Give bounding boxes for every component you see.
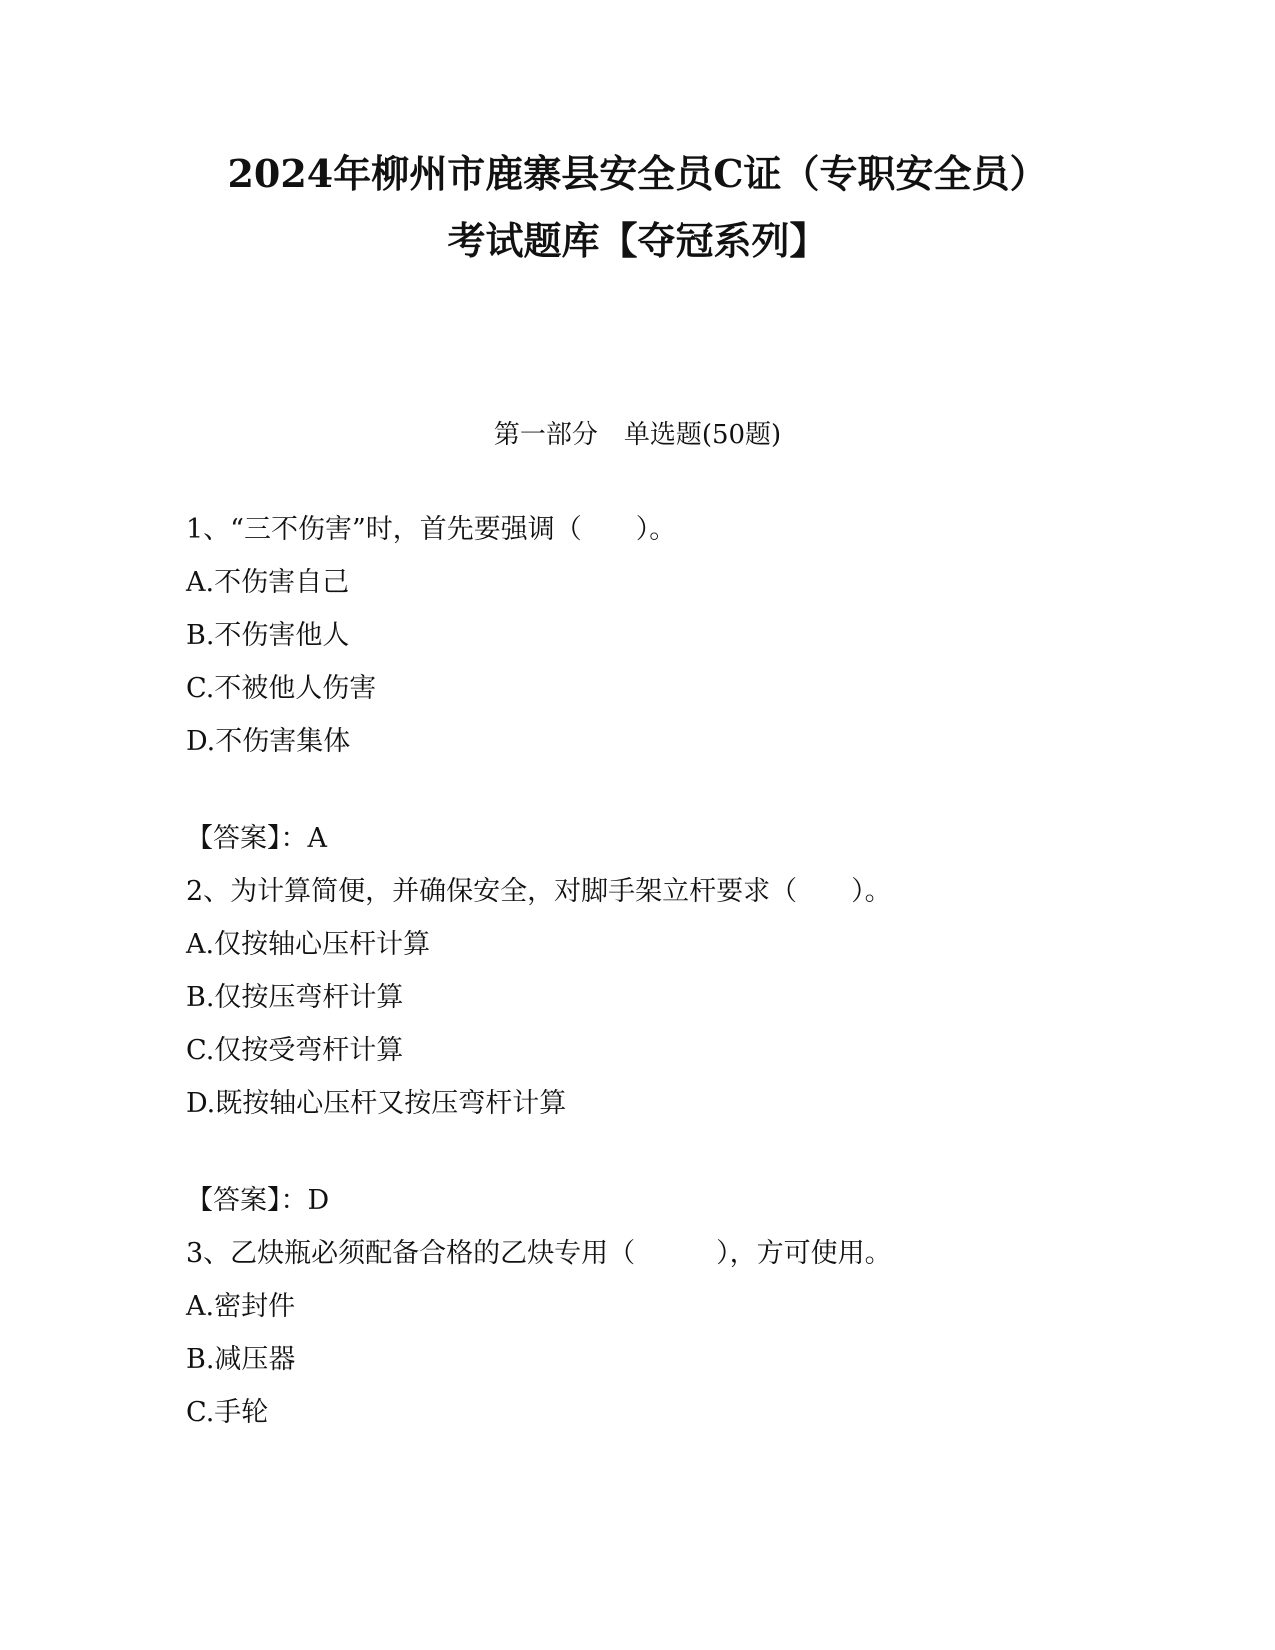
question-2-option-c: C.仅按受弯杆计算 [186, 1035, 404, 1066]
question-2-stem: 2、为计算简便，并确保安全，对脚手架立杆要求（ ）。 [186, 876, 892, 907]
question-3-option-c: C.手轮 [186, 1397, 269, 1428]
question-3-option-a: A.密封件 [186, 1291, 296, 1322]
question-1-option-b: B.不伤害他人 [186, 620, 350, 651]
question-1-stem: 1、“三不伤害”时，首先要强调（ ）。 [186, 514, 677, 545]
question-1-option-c: C.不被他人伤害 [186, 673, 377, 704]
question-2-option-a: A.仅按轴心压杆计算 [186, 929, 431, 960]
question-2-answer: 【答案】：D [186, 1185, 330, 1216]
question-3-stem: 3、乙炔瓶必须配备合格的乙炔专用（ ），方可使用。 [186, 1238, 892, 1269]
document-title-line-2: 考试题库【夺冠系列】 [447, 218, 828, 263]
question-2-option-d: D.既按轴心压杆又按压弯杆计算 [186, 1088, 567, 1119]
document-title-line-1: 2024年柳州市鹿寨县安全员C证（专职安全员） [227, 151, 1048, 196]
question-2-option-b: B.仅按压弯杆计算 [186, 982, 404, 1013]
question-3-option-b: B.减压器 [186, 1344, 296, 1375]
question-1-option-d: D.不伤害集体 [186, 726, 351, 757]
question-1-answer: 【答案】：A [186, 823, 327, 854]
question-1-option-a: A.不伤害自己 [186, 567, 350, 598]
section-heading: 第一部分 单选题(50题) [493, 420, 782, 450]
